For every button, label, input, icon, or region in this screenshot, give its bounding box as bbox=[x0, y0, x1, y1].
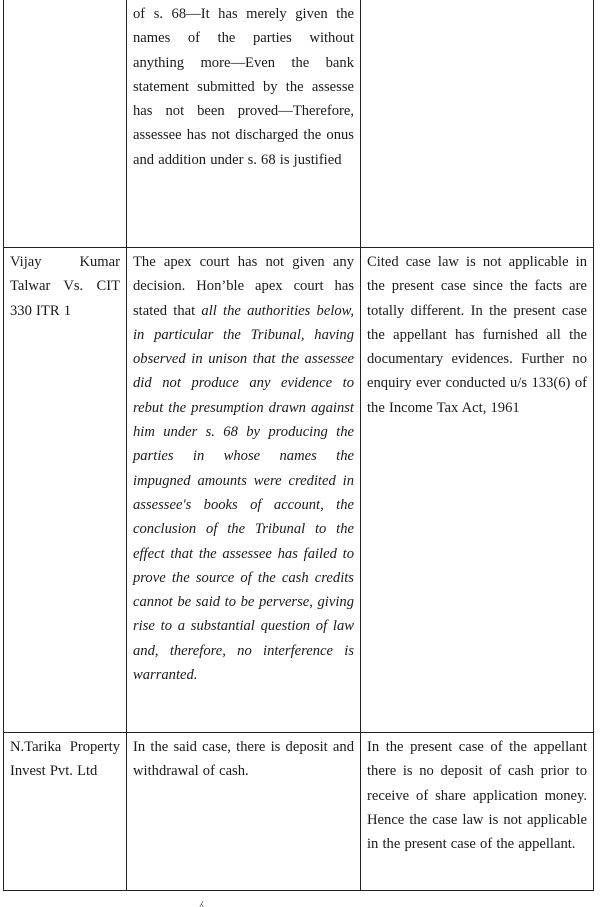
table-row bbox=[4, 0, 594, 248]
table-row bbox=[4, 733, 594, 891]
case-name-cell: N.Tarika Property Invest Pvt. Ltd bbox=[4, 733, 127, 891]
case-name-cell bbox=[4, 0, 127, 248]
page-mark: ⁁ bbox=[200, 893, 203, 907]
remarks-cell: Cited case law is not applicable in the present case since the facts are totally different. In the present case the appellant has furnished all the documentary evidences. Further no enquiry ever conducted u/s 133(6) of the Income Tax Act, 1961 bbox=[361, 248, 594, 733]
case-law-table bbox=[3, 0, 594, 891]
remarks-cell: In the present case of the appellant there is no deposit of cash prior to receive of share application money. Hence the case law is not applicable in the present case of the appellant. bbox=[361, 733, 594, 891]
case-facts-cell bbox=[127, 248, 361, 733]
case-name-cell: Vijay Kumar Talwar Vs. CIT 330 ITR 1 bbox=[4, 248, 127, 733]
table-row bbox=[4, 248, 594, 733]
case-facts-cell: In the said case, there is deposit and withdrawal of cash. bbox=[127, 733, 361, 891]
case-facts-cell: of s. 68—It has merely given the names of the parties without anything more—Even the bank statement submitted by the assesse has not been proved—Therefore, assessee has not discharged the onus and addition under s. 68 is justified bbox=[127, 0, 361, 248]
facts-plain-text: The apex court has not given any decision. Hon’ble apex court has stated that bbox=[133, 254, 354, 319]
facts-italic-quote: all the authorities below, in particular the Tribunal, having observed in unison that the assessee did not produce any evidence to rebut the presumption drawn against him under s. 68 by producing the parties in whose names the impugned amounts were credited in assessee's books of account, the conclusion of the Tribunal to the effect that the assessee has failed to prove the source of the cash credits cannot be said to be perverse, giving rise to a substantial question of law and, therefore, no interference is warranted. bbox=[133, 302, 354, 684]
remarks-cell bbox=[361, 0, 594, 248]
